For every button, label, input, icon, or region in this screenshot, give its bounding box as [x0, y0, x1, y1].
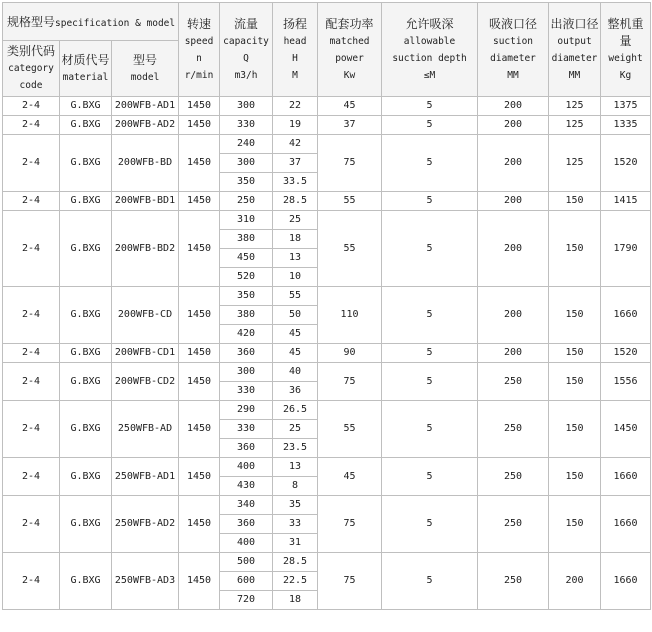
output-diameter-en-3: MM: [568, 69, 581, 81]
capacity-cell: 450: [220, 249, 273, 268]
power-zh: 配套功率: [325, 16, 374, 31]
speed-header: [179, 3, 220, 97]
capacity-cell: 300: [220, 363, 273, 382]
power-cell: 55: [318, 401, 382, 458]
model-cell: 250WFB-AD2: [112, 496, 179, 553]
power-cell: 55: [318, 211, 382, 287]
capacity-cell: 350: [220, 173, 273, 192]
speed-cell: 1450: [179, 363, 220, 401]
power-en-1: matched: [329, 35, 370, 47]
capacity-cell: 250: [220, 192, 273, 211]
head-cell: 50: [273, 306, 318, 325]
category-code-cell: 2-4: [3, 287, 60, 344]
material-code-en: material: [62, 71, 109, 83]
model-zh: 型号: [133, 52, 158, 67]
weight-cell: 1375: [601, 97, 651, 116]
head-cell: 33.5: [273, 173, 318, 192]
capacity-cell: 720: [220, 591, 273, 610]
capacity-en-2: Q: [243, 52, 249, 64]
category-code-header: [3, 41, 60, 97]
speed-cell: 1450: [179, 553, 220, 610]
suction-depth-cell: 5: [382, 287, 478, 344]
suction-depth-cell: 5: [382, 192, 478, 211]
category-code-cell: 2-4: [3, 192, 60, 211]
speed-cell: 1450: [179, 97, 220, 116]
material-code-zh: 材质代号: [61, 52, 110, 67]
speed-cell: 1450: [179, 344, 220, 363]
capacity-cell: 600: [220, 572, 273, 591]
capacity-cell: 360: [220, 344, 273, 363]
suction-depth-en-2: suction depth: [392, 52, 467, 64]
model-cell: 200WFB-CD: [112, 287, 179, 344]
suction-diameter-cell: 250: [478, 496, 549, 553]
output-diameter-cell: 150: [549, 363, 601, 401]
power-cell: 75: [318, 553, 382, 610]
material-code-cell: G.BXG: [60, 344, 112, 363]
weight-cell: 1520: [601, 135, 651, 192]
capacity-cell: 340: [220, 496, 273, 515]
capacity-cell: 300: [220, 97, 273, 116]
capacity-cell: 420: [220, 325, 273, 344]
material-code-cell: G.BXG: [60, 287, 112, 344]
power-cell: 110: [318, 287, 382, 344]
output-diameter-cell: 125: [549, 135, 601, 192]
material-code-cell: G.BXG: [60, 97, 112, 116]
power-cell: 45: [318, 458, 382, 496]
category-code-cell: 2-4: [3, 211, 60, 287]
head-cell: 42: [273, 135, 318, 154]
table-row: [3, 496, 651, 515]
output-diameter-en-2: diameter: [551, 52, 598, 64]
speed-cell: 1450: [179, 116, 220, 135]
head-cell: 36: [273, 382, 318, 401]
head-cell: 13: [273, 249, 318, 268]
speed-cell: 1450: [179, 287, 220, 344]
output-diameter-cell: 150: [549, 287, 601, 344]
suction-diameter-cell: 250: [478, 458, 549, 496]
power-cell: 37: [318, 116, 382, 135]
speed-en-2: n: [196, 52, 202, 64]
head-cell: 22.5: [273, 572, 318, 591]
category-code-zh: 类别代码: [6, 44, 55, 58]
capacity-cell: 380: [220, 306, 273, 325]
spec-group-zh: 规格型号: [7, 15, 56, 29]
head-cell: 31: [273, 534, 318, 553]
weight-cell: 1335: [601, 116, 651, 135]
head-cell: 45: [273, 344, 318, 363]
suction-depth-zh: 允许吸深: [405, 16, 454, 31]
output-diameter-en-1: output: [557, 35, 592, 47]
category-code-en-1: category: [8, 63, 54, 74]
model-cell: 200WFB-AD1: [112, 97, 179, 116]
power-cell: 75: [318, 363, 382, 401]
head-cell: 55: [273, 287, 318, 306]
material-code-header: [60, 41, 112, 97]
head-cell: 19: [273, 116, 318, 135]
category-code-cell: 2-4: [3, 496, 60, 553]
table-row: [3, 553, 651, 572]
head-cell: 35: [273, 496, 318, 515]
category-code-cell: 2-4: [3, 135, 60, 192]
model-cell: 250WFB-AD: [112, 401, 179, 458]
material-code-cell: G.BXG: [60, 116, 112, 135]
head-cell: 33: [273, 515, 318, 534]
suction-depth-cell: 5: [382, 401, 478, 458]
suction-depth-cell: 5: [382, 97, 478, 116]
material-code-cell: G.BXG: [60, 211, 112, 287]
suction-depth-cell: 5: [382, 363, 478, 401]
output-diameter-cell: 150: [549, 458, 601, 496]
head-cell: 25: [273, 420, 318, 439]
capacity-cell: 360: [220, 439, 273, 458]
capacity-cell: 500: [220, 553, 273, 572]
table-row: [3, 344, 651, 363]
suction-diameter-cell: 250: [478, 553, 549, 610]
capacity-zh: 流量: [234, 16, 259, 31]
weight-cell: 1556: [601, 363, 651, 401]
material-code-cell: G.BXG: [60, 496, 112, 553]
head-cell: 23.5: [273, 439, 318, 458]
capacity-cell: 240: [220, 135, 273, 154]
suction-diameter-en-3: MM: [507, 69, 519, 81]
power-en-2: power: [335, 52, 364, 64]
table-row: [3, 401, 651, 420]
category-code-cell: 2-4: [3, 97, 60, 116]
suction-diameter-cell: 200: [478, 287, 549, 344]
output-diameter-cell: 125: [549, 116, 601, 135]
capacity-cell: 400: [220, 458, 273, 477]
power-en-3: Kw: [343, 69, 356, 81]
output-diameter-cell: 150: [549, 401, 601, 458]
head-cell: 45: [273, 325, 318, 344]
suction-depth-header: [382, 3, 478, 97]
capacity-cell: 330: [220, 382, 273, 401]
head-cell: 18: [273, 230, 318, 249]
weight-cell: 1790: [601, 211, 651, 287]
suction-depth-cell: 5: [382, 344, 478, 363]
model-cell: 200WFB-BD1: [112, 192, 179, 211]
capacity-cell: 520: [220, 268, 273, 287]
weight-cell: 1450: [601, 401, 651, 458]
speed-cell: 1450: [179, 458, 220, 496]
suction-depth-en-3: ≤M: [423, 69, 436, 81]
output-diameter-cell: 125: [549, 97, 601, 116]
power-cell: 75: [318, 135, 382, 192]
category-code-cell: 2-4: [3, 458, 60, 496]
model-en: model: [130, 71, 160, 83]
material-code-cell: G.BXG: [60, 135, 112, 192]
head-en-2: H: [292, 52, 298, 64]
weight-cell: 1660: [601, 553, 651, 610]
table-row: [3, 287, 651, 306]
suction-diameter-en-1: suction: [492, 35, 534, 47]
head-cell: 25: [273, 211, 318, 230]
suction-depth-cell: 5: [382, 458, 478, 496]
output-diameter-cell: 150: [549, 344, 601, 363]
capacity-header: [220, 3, 273, 97]
capacity-en-1: capacity: [223, 35, 269, 47]
speed-en-1: speed: [184, 35, 214, 47]
capacity-cell: 400: [220, 534, 273, 553]
weight-cell: 1415: [601, 192, 651, 211]
table-row: [3, 97, 651, 116]
capacity-cell: 290: [220, 401, 273, 420]
suction-diameter-cell: 200: [478, 135, 549, 192]
category-code-cell: 2-4: [3, 116, 60, 135]
table-row: [3, 211, 651, 230]
speed-zh: 转速: [187, 16, 212, 31]
weight-cell: 1660: [601, 287, 651, 344]
speed-cell: 1450: [179, 192, 220, 211]
weight-cell: 1660: [601, 496, 651, 553]
head-cell: 26.5: [273, 401, 318, 420]
model-cell: 200WFB-CD1: [112, 344, 179, 363]
suction-diameter-cell: 250: [478, 363, 549, 401]
suction-depth-cell: 5: [382, 496, 478, 553]
table-row: [3, 458, 651, 477]
table-row: [3, 116, 651, 135]
head-cell: 28.5: [273, 553, 318, 572]
capacity-cell: 330: [220, 420, 273, 439]
speed-cell: 1450: [179, 135, 220, 192]
weight-zh-1: 整机重: [607, 16, 644, 31]
material-code-cell: G.BXG: [60, 458, 112, 496]
weight-cell: 1660: [601, 458, 651, 496]
model-header: [112, 41, 179, 97]
model-cell: 250WFB-AD1: [112, 458, 179, 496]
model-cell: 200WFB-AD2: [112, 116, 179, 135]
suction-depth-en-1: allowable: [403, 35, 456, 47]
category-code-cell: 2-4: [3, 401, 60, 458]
output-diameter-cell: 150: [549, 496, 601, 553]
capacity-cell: 300: [220, 154, 273, 173]
material-code-cell: G.BXG: [60, 401, 112, 458]
speed-cell: 1450: [179, 496, 220, 553]
output-diameter-header: [549, 3, 601, 97]
spec-group-en: specification & model: [55, 18, 176, 29]
category-code-cell: 2-4: [3, 363, 60, 401]
power-cell: 55: [318, 192, 382, 211]
head-cell: 40: [273, 363, 318, 382]
suction-diameter-cell: 200: [478, 192, 549, 211]
spec-group-header: [3, 3, 179, 41]
suction-depth-cell: 5: [382, 553, 478, 610]
capacity-cell: 330: [220, 116, 273, 135]
suction-diameter-cell: 200: [478, 211, 549, 287]
head-cell: 13: [273, 458, 318, 477]
output-diameter-zh: 出液口径: [550, 16, 599, 31]
suction-depth-cell: 5: [382, 135, 478, 192]
suction-depth-cell: 5: [382, 211, 478, 287]
table-header: [3, 3, 651, 97]
material-code-cell: G.BXG: [60, 553, 112, 610]
power-cell: 90: [318, 344, 382, 363]
output-diameter-cell: 200: [549, 553, 601, 610]
power-cell: 45: [318, 97, 382, 116]
head-cell: 18: [273, 591, 318, 610]
head-cell: 8: [273, 477, 318, 496]
power-header: [318, 3, 382, 97]
category-code-en-2: code: [19, 80, 43, 91]
model-cell: 200WFB-BD2: [112, 211, 179, 287]
head-cell: 37: [273, 154, 318, 173]
capacity-en-3: m3/h: [234, 69, 258, 81]
output-diameter-cell: 150: [549, 211, 601, 287]
suction-diameter-header: [478, 3, 549, 97]
suction-diameter-cell: 200: [478, 344, 549, 363]
model-cell: 200WFB-CD2: [112, 363, 179, 401]
capacity-cell: 360: [220, 515, 273, 534]
table-row: [3, 363, 651, 382]
suction-diameter-cell: 200: [478, 97, 549, 116]
suction-diameter-cell: 200: [478, 116, 549, 135]
weight-cell: 1520: [601, 344, 651, 363]
pump-spec-table: [2, 2, 651, 610]
head-zh: 扬程: [283, 16, 308, 31]
head-en-1: head: [283, 35, 307, 47]
power-cell: 75: [318, 496, 382, 553]
head-en-3: M: [292, 69, 298, 81]
material-code-cell: G.BXG: [60, 363, 112, 401]
model-cell: 250WFB-AD3: [112, 553, 179, 610]
table-row: [3, 192, 651, 211]
output-diameter-cell: 150: [549, 192, 601, 211]
weight-en-1: weight: [608, 52, 643, 64]
suction-diameter-zh: 吸液口径: [489, 16, 538, 31]
speed-cell: 1450: [179, 211, 220, 287]
table-body: [3, 97, 651, 610]
model-cell: 200WFB-BD: [112, 135, 179, 192]
table-row: [3, 135, 651, 154]
head-header: [273, 3, 318, 97]
category-code-cell: 2-4: [3, 344, 60, 363]
speed-en-3: r/min: [184, 69, 214, 81]
weight-header: [601, 3, 651, 97]
capacity-cell: 310: [220, 211, 273, 230]
weight-zh-2: 量: [619, 33, 632, 48]
suction-diameter-cell: 250: [478, 401, 549, 458]
material-code-cell: G.BXG: [60, 192, 112, 211]
capacity-cell: 430: [220, 477, 273, 496]
head-cell: 22: [273, 97, 318, 116]
head-cell: 10: [273, 268, 318, 287]
category-code-cell: 2-4: [3, 553, 60, 610]
suction-diameter-en-2: diameter: [490, 52, 536, 64]
head-cell: 28.5: [273, 192, 318, 211]
weight-en-2: Kg: [619, 69, 632, 81]
capacity-cell: 350: [220, 287, 273, 306]
speed-cell: 1450: [179, 401, 220, 458]
capacity-cell: 380: [220, 230, 273, 249]
suction-depth-cell: 5: [382, 116, 478, 135]
